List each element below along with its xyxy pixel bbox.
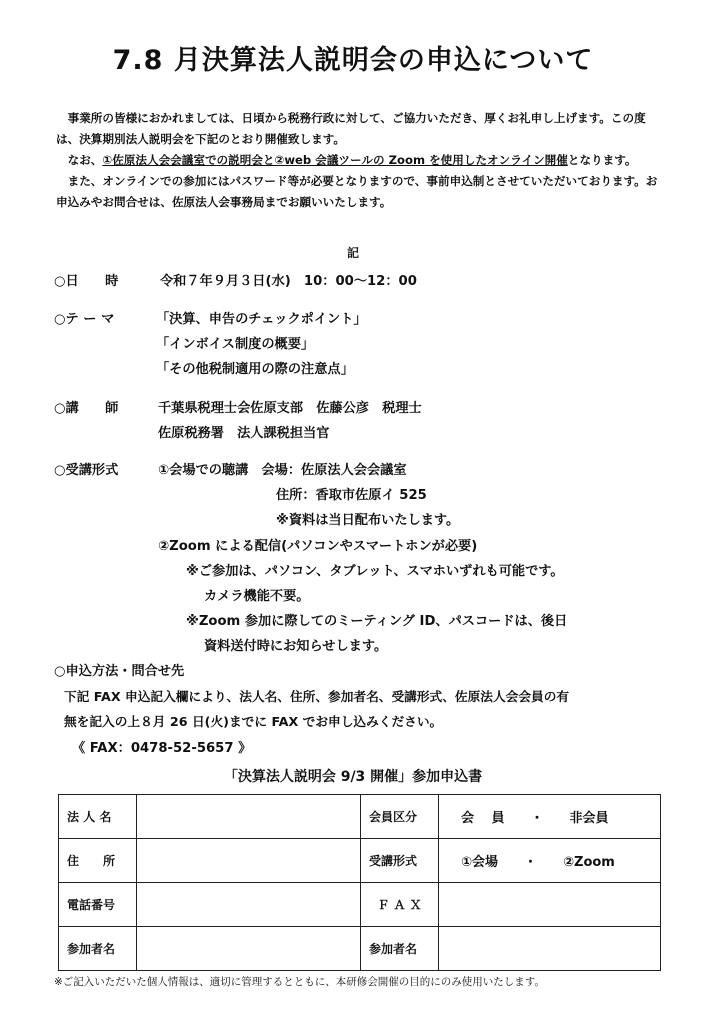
intro-p2-prefix: なお、	[67, 153, 103, 167]
lecturer-line-2: 佐原税務署 法人課税担当官	[158, 426, 330, 441]
format-zoom-note-1b: カメラ機能不要。	[204, 589, 310, 604]
format-zoom-note-2: ※Zoom 参加に際してのミーティング ID、パスコードは、後日	[186, 614, 568, 629]
format-address-line: 住所：香取市佐原イ 525	[276, 488, 427, 503]
format-label: ○受講形式	[54, 463, 119, 478]
format-options[interactable]: ①会場 ・ ②Zoom	[439, 839, 661, 883]
member-options[interactable]: 会 員 ・ 非会員	[439, 795, 661, 839]
address-field[interactable]	[137, 839, 361, 883]
fax-label: Ｆ Ａ Ｘ	[361, 883, 439, 927]
theme-item-2: 「インボイス制度の概要」	[156, 337, 315, 352]
phone-field[interactable]	[137, 883, 361, 927]
participant-field[interactable]	[137, 927, 361, 971]
date-value: 令和７年９月３日(水) 10：00～12：00	[160, 274, 417, 289]
form-row	[59, 883, 661, 927]
apply-line-1: 下記 FAX 申込記入欄により、法人名、住所、参加者名、受講形式、佐原法人会会員の有	[64, 689, 570, 704]
participant-label-2: 参加者名	[361, 927, 439, 971]
intro-paragraph-3: また、オンラインでの参加にはパスワード等が必要となりますので、事前申込制とさせていただいております。お申込みやお問合せは、佐原法人会事務局までお願いいたします。	[56, 174, 658, 209]
ki-heading: 記	[346, 246, 359, 260]
intro-paragraph-1: 事業所の皆様におかれましては、日頃から税務行政に対して、ご協力いただき、厚くお礼申し上げます。この度は、決算期別法人説明会を下記のとおり開催致します。	[56, 111, 646, 146]
member-label: 会員区分	[361, 795, 439, 839]
form-title: 「決算法人説明会 9/3 開催」参加申込書	[223, 769, 483, 785]
intro-paragraph-2	[56, 150, 666, 171]
apply-line-2: 無を記入の上８月 26 日(火)までに FAX でお申し込みください。	[64, 714, 443, 729]
fax-field[interactable]	[439, 883, 661, 927]
intro-text	[56, 108, 666, 213]
page-title: 7.8 月決算法人説明会の申込について	[112, 45, 594, 76]
intro-p2-underlined: ①佐原法人会会議室での説明会と②web 会議ツールの Zoom を使用したオンライン開催	[102, 153, 568, 167]
privacy-footnote: ※ご記入いただいた個人情報は、適切に管理するとともに、本研修会開催の目的にのみ使用いたします。	[54, 976, 545, 988]
form-row	[59, 795, 661, 839]
date-label: ○日 時	[54, 274, 119, 289]
participant-field-2[interactable]	[439, 927, 661, 971]
application-form-table	[58, 794, 661, 971]
format-zoom-note-1: ※ご参加は、パソコン、タブレット、スマホいずれも可能です。	[186, 564, 564, 579]
format-materials-line: ※資料は当日配布いたします。	[276, 513, 460, 528]
intro-p2-suffix: となります。	[567, 153, 637, 167]
form-row	[59, 927, 661, 971]
form-row	[59, 839, 661, 883]
lecturer-line-1: 千葉県税理士会佐原支部 佐藤公彦 税理士	[158, 401, 422, 416]
format-field-label: 受講形式	[361, 839, 439, 883]
corp-name-label: 法 人 名	[59, 795, 137, 839]
format-zoom-note-2b: 資料送付時にお知らせします。	[204, 639, 388, 654]
theme-item-3: 「その他税制適用の際の注意点」	[156, 362, 354, 377]
theme-item-1: 「決算、申告のチェックポイント」	[156, 312, 367, 327]
participant-label: 参加者名	[59, 927, 137, 971]
format-zoom-line: ②Zoom による配信(パソコンやスマートホンが必要)	[158, 539, 478, 554]
address-label: 住 所	[59, 839, 137, 883]
corp-name-field[interactable]	[137, 795, 361, 839]
lecturer-label: ○講 師	[54, 401, 119, 416]
theme-label: ○テ ー マ	[54, 312, 115, 327]
apply-label: ○申込方法・問合せ先	[54, 664, 185, 679]
apply-fax: 《 FAX：0478-52-5657 》	[72, 741, 252, 756]
format-venue-line: ①会場での聴講 会場：佐原法人会会議室	[158, 463, 407, 478]
phone-label: 電話番号	[59, 883, 137, 927]
